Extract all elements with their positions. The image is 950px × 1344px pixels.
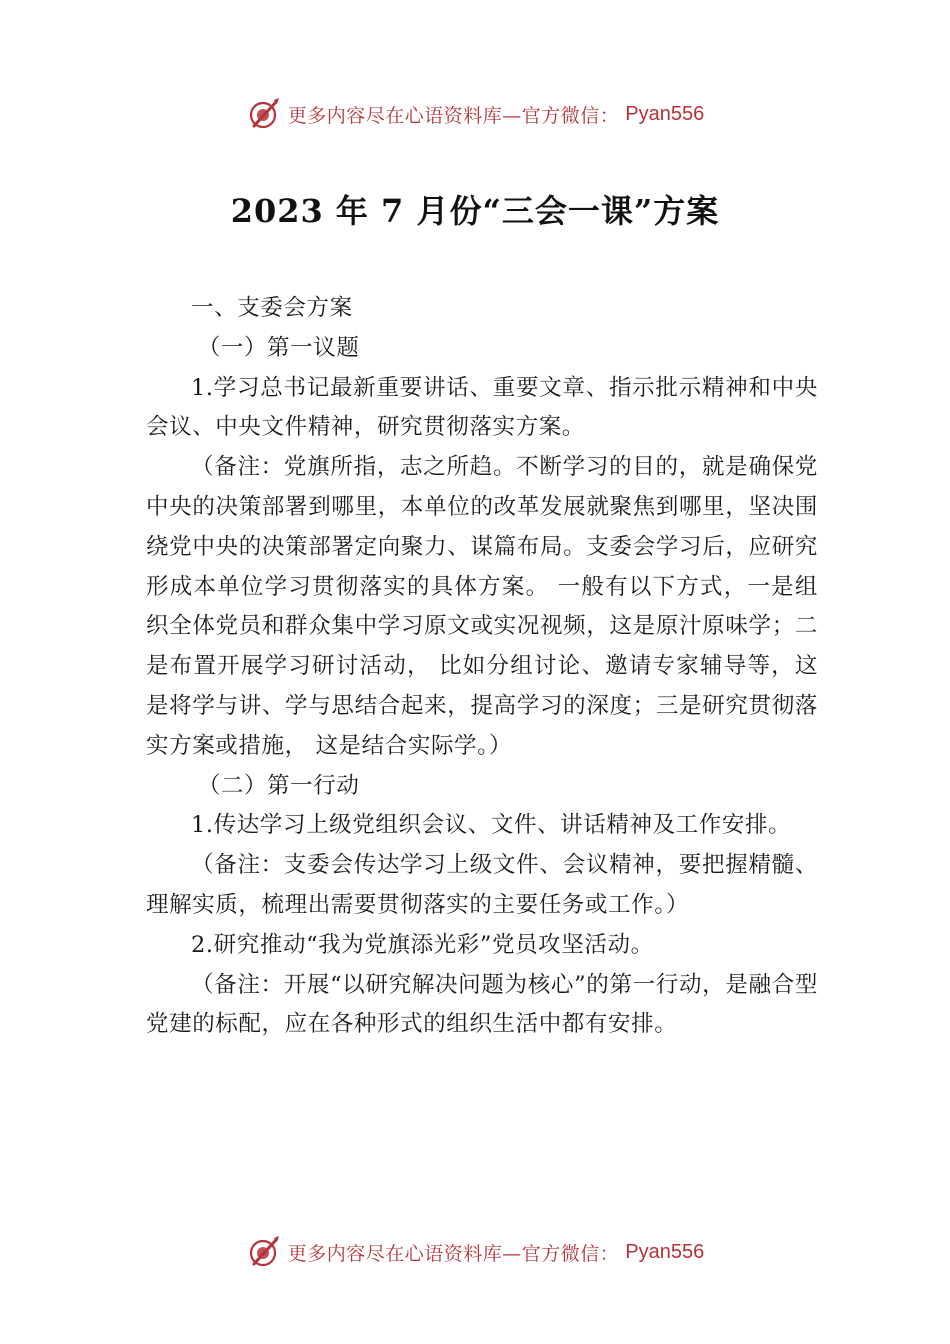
paragraph: 2.研究推动“我为党旗添光彩”党员攻坚活动。 <box>191 931 654 958</box>
note-paragraph: （备注：支委会传达学习上级文件、会议精神，要把握精髓、理解实质，梳理出需要贯彻落实的主要任务或工作。） <box>146 852 818 918</box>
document-title: 2023 年 7 月份“三会一课”方案 <box>230 192 720 230</box>
brush-logo-icon <box>246 96 282 132</box>
banner-text: 更多内容尽在心语资料库—官方微信： <box>287 104 620 127</box>
footer-watermark-banner <box>0 1230 950 1274</box>
paragraph: 1.传达学习上级党组织会议、文件、讲话精神及工作安排。 <box>191 812 792 839</box>
subsection-heading: （二）第一行动 <box>197 772 360 799</box>
document-body <box>146 289 818 1045</box>
banner-text: 更多内容尽在心语资料库—官方微信： <box>287 1242 620 1265</box>
banner-wechat-id: Pyan556 <box>625 1240 705 1263</box>
paragraph: 1.学习总书记最新重要讲话、重要文章、指示批示精神和中央会议、中央文件精神，研究贯彻落实方案。 <box>146 374 818 441</box>
note-paragraph: （备注：开展“以研究解决问题为核心”的第一行动，是融合型党建的标配，应在各种形式的组织生活中都有安排。 <box>146 971 818 1038</box>
header-watermark-banner <box>0 92 950 136</box>
subsection-heading: （一）第一议题 <box>197 334 360 361</box>
banner-wechat-id: Pyan556 <box>625 102 705 125</box>
note-paragraph: （备注：党旗所指，志之所趋。不断学习的目的，就是确保党中央的决策部署到哪里，本单位的改革发展就聚焦到哪里，坚决围绕党中央的决策部署定向聚力、谋篇布局。支委会学习后，应研究形成本单位学习贯彻落实的具体方案。 一般有以下方式，一是组织全体党员和群众集中学习原文或实况视频，这是原汁原味学；二是布置开展学习研讨活动， 比如分组讨论、邀请专家辅导等，这是将学与讲、学与思结合起来，提高学习的深度；三是研究贯彻落实方案或措施， 这是结合实际学。） <box>146 454 818 759</box>
section-heading: 一、支委会方案 <box>191 295 353 321</box>
brush-logo-icon <box>246 1234 282 1270</box>
